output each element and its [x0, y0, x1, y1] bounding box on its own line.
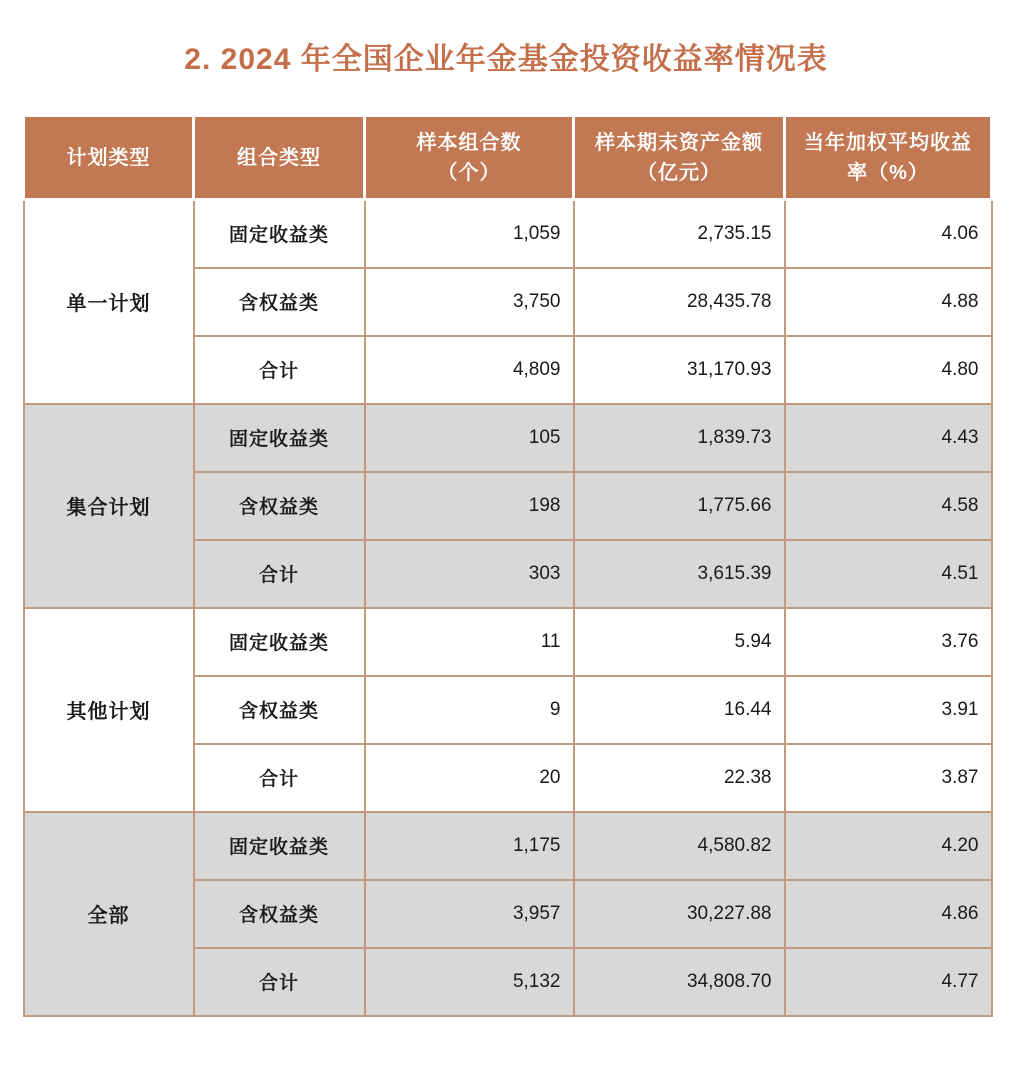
return-rate-cell: 4.80 [785, 336, 992, 404]
table-row [24, 608, 992, 676]
header-row [24, 116, 992, 200]
portfolio-type-cell: 含权益类 [194, 268, 365, 336]
asset-amount-cell: 2,735.15 [574, 200, 785, 268]
plan-cell-other: 其他计划 [24, 608, 194, 812]
portfolio-type-cell: 合计 [194, 948, 365, 1016]
sample-count-cell: 5,132 [365, 948, 574, 1016]
header-text-line: 样本期末资产金额 [595, 131, 763, 154]
return-rate-cell: 4.51 [785, 540, 992, 608]
header-text-line: 组合类型 [237, 146, 321, 169]
portfolio-type-cell: 固定收益类 [194, 812, 365, 880]
portfolio-type-cell: 固定收益类 [194, 608, 365, 676]
sample-count-cell: 9 [365, 676, 574, 744]
return-rate-cell: 4.77 [785, 948, 992, 1016]
asset-amount-cell: 16.44 [574, 676, 785, 744]
sample-count-cell: 4,809 [365, 336, 574, 404]
table-container [22, 114, 990, 1017]
sample-count-cell: 198 [365, 472, 574, 540]
plan-cell-collective: 集合计划 [24, 404, 194, 608]
sample-count-cell: 303 [365, 540, 574, 608]
asset-amount-cell: 1,839.73 [574, 404, 785, 472]
asset-amount-cell: 28,435.78 [574, 268, 785, 336]
asset-amount-cell: 5.94 [574, 608, 785, 676]
plan-cell-all: 全部 [24, 812, 194, 1016]
header-text-line: （亿元） [637, 161, 721, 184]
header-text-line: （个） [437, 161, 501, 184]
asset-amount-cell: 34,808.70 [574, 948, 785, 1016]
header-asset-amount [574, 116, 785, 200]
portfolio-type-cell: 固定收益类 [194, 404, 365, 472]
header-return-rate [785, 116, 992, 200]
portfolio-type-cell: 合计 [194, 336, 365, 404]
asset-amount-cell: 1,775.66 [574, 472, 785, 540]
sample-count-cell: 105 [365, 404, 574, 472]
header-text-line: 样本组合数 [416, 131, 522, 154]
return-rate-cell: 3.76 [785, 608, 992, 676]
sample-count-cell: 1,175 [365, 812, 574, 880]
page-title: 2. 2024 年全国企业年金基金投资收益率情况表 [184, 43, 828, 76]
header-plan-type [24, 116, 194, 200]
sample-count-cell: 3,750 [365, 268, 574, 336]
portfolio-type-cell: 含权益类 [194, 880, 365, 948]
header-text-line: 计划类型 [66, 146, 151, 169]
table-row [24, 200, 992, 268]
asset-amount-cell: 31,170.93 [574, 336, 785, 404]
return-rate-cell: 4.06 [785, 200, 992, 268]
portfolio-type-cell: 含权益类 [194, 676, 365, 744]
annuity-return-table [22, 114, 993, 1017]
table-row [24, 812, 992, 880]
header-sample-count [365, 116, 574, 200]
asset-amount-cell: 3,615.39 [574, 540, 785, 608]
return-rate-cell: 4.43 [785, 404, 992, 472]
return-rate-cell: 3.91 [785, 676, 992, 744]
sample-count-cell: 3,957 [365, 880, 574, 948]
header-text-line: 率（%） [847, 161, 929, 184]
table-row [24, 404, 992, 472]
return-rate-cell: 4.58 [785, 472, 992, 540]
portfolio-type-cell: 合计 [194, 540, 365, 608]
plan-cell-single: 单一计划 [24, 200, 194, 404]
portfolio-type-cell: 含权益类 [194, 472, 365, 540]
return-rate-cell: 3.87 [785, 744, 992, 812]
sample-count-cell: 20 [365, 744, 574, 812]
header-text-line: 当年加权平均收益 [804, 131, 972, 154]
portfolio-type-cell: 合计 [194, 744, 365, 812]
return-rate-cell: 4.20 [785, 812, 992, 880]
asset-amount-cell: 4,580.82 [574, 812, 785, 880]
asset-amount-cell: 22.38 [574, 744, 785, 812]
header-portfolio-type [194, 116, 365, 200]
return-rate-cell: 4.88 [785, 268, 992, 336]
return-rate-cell: 4.86 [785, 880, 992, 948]
sample-count-cell: 11 [365, 608, 574, 676]
sample-count-cell: 1,059 [365, 200, 574, 268]
portfolio-type-cell: 固定收益类 [194, 200, 365, 268]
asset-amount-cell: 30,227.88 [574, 880, 785, 948]
